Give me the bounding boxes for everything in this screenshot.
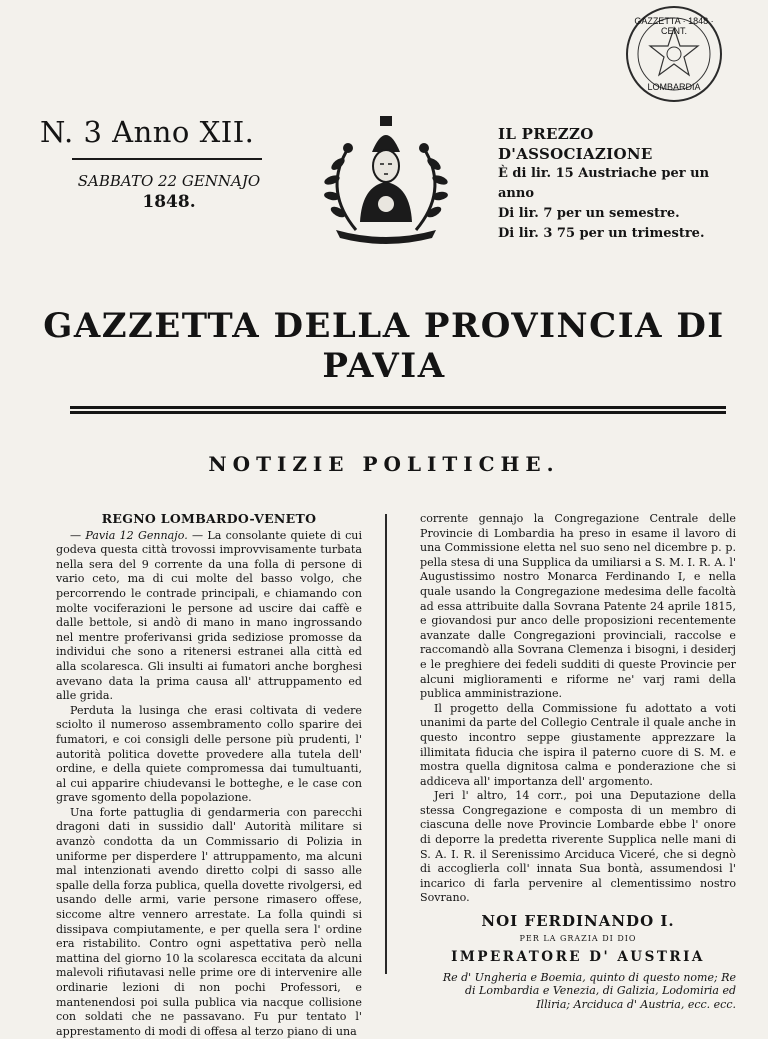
issue-year: 1848. bbox=[142, 192, 196, 212]
price-quarter: Di lir. 3 75 per un trimestre. bbox=[498, 226, 705, 241]
article-paragraph: Il progetto della Commissione fu adottato a voti unanimi da parte del Collegio Centrale il quale anche in questo incontro seppe giustamente apprezzare la illimitata fiducia che ispira il paterno cuore di S. M. e mostra quella dignitosa calma e ponderazione che si addiceva all' importanza dell' argomento. bbox=[420, 701, 736, 788]
price-semester: Di lir. 7 per un semestre. bbox=[498, 206, 680, 221]
region-heading: REGNO LOMBARDO-VENETO bbox=[101, 511, 317, 526]
subscription-price bbox=[498, 124, 748, 244]
emperor-title: IMPERATORE D' AUSTRIA bbox=[451, 949, 705, 966]
dateline: — Pavia 12 Gennajo. — bbox=[70, 528, 204, 542]
article-paragraph: Jeri l' altro, 14 corr., poi una Deputazione della stessa Congregazione e composta di un membro di ciascuna delle nove Provincie Lombarde ebbe l' onore di deporre la predetta riverente Supplica nelle mani di S. A. I. R. il Serenissimo Arciduca Viceré, che si degnò di accoglierla coll' innata Sua bontà, assumendosi l' incarico di farla pervenire al clementissimo nostro Sovrano. bbox=[420, 789, 736, 905]
article-paragraph: Una forte pattuglia di gendarmeria con parecchi dragoni dati in sussidio dall' Autorità militare si avanzò condotta da un Commissario di Polizia in uniforme per disperdere l' attruppamento, ma alcuni mal intenzionati avendo diretto colpi di sasso alle spalle della forza publica, quella dovette rivolgersi, ed usando delle armi, varie persone rimasero offese, siccome altre vennero arrestate. La folla quindi si dissipava compiutamente, e per quella sera l' ordine era ristabilito. Contro ogni aspettativa però nella mattina del giorno 10 la scolaresca eccitata da alcuni malevoli rifiutavasi nelle prime ore di intervenire alle ordinarie lezioni di non pochi Professori, e mantenendosi poi sulla publica via nacque collisione con soldati che ne passavano. Fu pur tentato l' apprestamento di modi di offesa al terzo piano di una bbox=[56, 805, 362, 1038]
right-column bbox=[420, 512, 736, 1011]
article-paragraph: La consolante quiete di cui godeva questa città trovossi improvvisamente turbata nella sera del 9 corrente da una folla di persone di vario ceto, ma di cui molte del basso volgo, che percorrendo le contrade principali, e chiamando con molte vociferazioni le persone ad uscire dai caffè e dalle bettole, si andò di mano in mano ingrossando nel mentre proferivansi grida sediziose promosse da individui che sono a ritenersi estranei alla città ed alla scolaresca. Gli insulti ai fumatori anche borghesi avevano data la prima causa all' attruppamento ed alle grida. bbox=[56, 528, 362, 703]
price-heading: IL PREZZO D'ASSOCIAZIONE bbox=[498, 125, 653, 163]
proclamation-heading: NOI FERDINANDO I. bbox=[481, 912, 675, 931]
article-paragraph: Perduta la lusinga che erasi coltivata di vedere sciolto il numeroso assembramento collo sparire dei fumatori, e coi consigli delle persone più prudenti, l' autorità politica dovette provedere alla tutela dell' ordine, e della quiete compromessa dai tumultuanti, al cui apparire chiudevansi le botteghe, e le case con grave sgomento della popolazione. bbox=[56, 703, 362, 805]
column-divider bbox=[385, 514, 387, 974]
minerva-emblem-icon bbox=[316, 112, 456, 254]
royal-titles: Re d' Ungheria e Boemia, quinto di questo nome; Re di Lombardia e Venezia, di Galizia, Lodomiria ed Illiria; Arciduca d' Austria, ecc. ecc. bbox=[442, 970, 736, 1011]
newspaper-title: GAZZETTA DELLA PROVINCIA DI PAVIA bbox=[43, 306, 725, 386]
library-stamp bbox=[626, 6, 722, 102]
article-paragraph: corrente gennajo la Congregazione Centrale delle Provincie di Lombardia ha preso in esame il lavoro di una Commissione eletta nel suo seno nel dicembre p. p. pella stesa di una Supplica da umiliarsi a S. M. I. R. A. l' Augustissimo nostro Monarca Ferdinando I, e nella quale usando la Congregazione medesima delle facoltà ad essa attribuite dalla Sovrana Patente 24 aprile 1815, e giovandosi pur anco delle proposizioni recentemente avanzate dalle Congregazioni provinciali, raccolse e raccomandò alla Sovrana Clemenza i bisogni, i desiderj e le preghiere dei fedeli sudditi di queste Provincie per alcuni miglioramenti e riforme ne' varj rami della publica amministrazione. bbox=[420, 512, 737, 701]
stamp-top-text: GAZZETTA · 1848 · CENT. bbox=[634, 16, 714, 36]
title-double-rule bbox=[70, 406, 726, 416]
masthead-rule bbox=[72, 158, 262, 160]
left-column bbox=[56, 512, 362, 1039]
price-annual: È di lir. 15 Austriache per un anno bbox=[498, 166, 710, 201]
issue-date: SABBATO 22 GENNAJO bbox=[77, 172, 261, 190]
grace-line: PER LA GRAZIA DI DIO bbox=[519, 933, 637, 943]
stamp-bottom-text: LOMBARDIA bbox=[647, 82, 701, 92]
issue-number: N. 3 Anno XII. bbox=[40, 115, 255, 149]
section-heading: NOTIZIE POLITICHE. bbox=[208, 452, 560, 476]
